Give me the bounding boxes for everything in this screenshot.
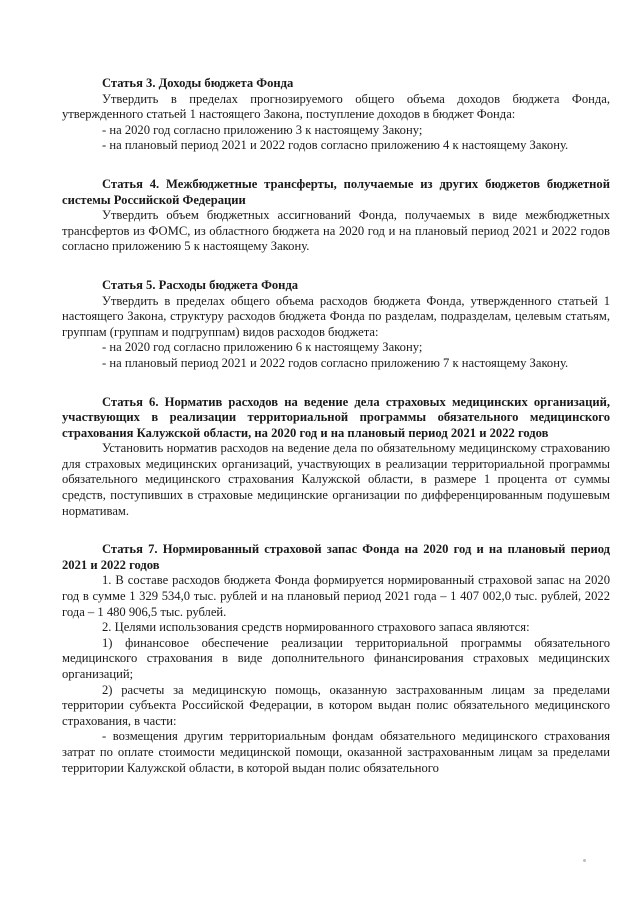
article-5-paragraph-1: Утвердить в пределах общего объема расходов бюджета Фонда, утвержденного статьей 1 настоящего Закона, структуру расходов бюджета Фонда по разделам, подразделам, целевым статьям, группам (группам и подгруппам) видов расходов бюджета:: [62, 293, 610, 339]
article-6: [62, 395, 610, 520]
article-7-paragraph-2: 2. Целями использования средств нормированного страхового запаса являются:: [102, 620, 530, 635]
article-5-heading: Статья 5. Расходы бюджета Фонда: [102, 277, 299, 292]
article-4-paragraph-1: Утвердить объем бюджетных ассигнований Фонда, получаемых в виде межбюджетных трансфертов из ФОМС, из областного бюджета на 2020 год и на плановый период 2021 и 2022 годов согласно приложению 5 к настоящему Закону.: [62, 208, 610, 254]
article-7-paragraph-3: 1) финансовое обеспечение реализации территориальной программы обязательного медицинского страхования в виде дополнительного финансирования страховых медицинских организаций;: [62, 635, 610, 681]
article-3-paragraph-1: Утвердить в пределах прогнозируемого общего объема доходов бюджета Фонда, утвержденного статьей 1 настоящего Закона, поступление доходов в бюджет Фонда:: [62, 91, 610, 122]
article-3-heading: Статья 3. Доходы бюджета Фонда: [102, 76, 294, 90]
article-4-heading: Статья 4. Межбюджетные трансферты, получаемые из других бюджетов бюджетной системы Российской Федерации: [62, 176, 610, 207]
article-7: [62, 542, 610, 776]
article-3-paragraph-3: - на плановый период 2021 и 2022 годов согласно приложению 4 к настоящему Закону.: [102, 138, 569, 153]
article-6-paragraph-1: Установить норматив расходов на ведение дела по обязательному медицинскому страхованию для страховых медицинских организаций, участвующих в реализации территориальной программы обязательного медицинского страхования Калужской области, в размере 1 процента от суммы средств, поступивших в страховые медицинские организации по дифференцированным подушевым нормативам.: [62, 441, 610, 518]
article-3-paragraph-2: - на 2020 год согласно приложению 3 к настоящему Закону;: [102, 122, 423, 137]
article-7-heading: Статья 7. Нормированный страховой запас Фонда на 2020 год и на плановый период 2021 и 2022 годов: [62, 542, 610, 572]
article-6-heading: Статья 6. Норматив расходов на ведение дела страховых медицинских организаций, участвующих в реализации территориальной программы обязательного медицинского страхования Калужской области, на 2020 год и на плановый период 2021 и 2022 годов: [62, 394, 610, 440]
article-5: [62, 278, 610, 372]
article-7-paragraph-5: - возмещения другим территориальным фондам обязательного медицинского страхования затрат по оплате стоимости медицинской помощи, оказанной застрахованным лицам за пределами территории Калужской области, в которой выдан полис обязательного: [62, 729, 610, 775]
article-7-paragraph-4: 2) расчеты за медицинскую помощь, оказанную застрахованным лицам за пределами территории субъекта Российской Федерации, в котором выдан полис обязательного медицинского страхования, в части:: [62, 682, 610, 728]
document-body: [62, 76, 610, 799]
article-5-paragraph-3: - на плановый период 2021 и 2022 годов согласно приложению 7 к настоящему Закону.: [102, 355, 569, 370]
article-3: [62, 76, 610, 154]
article-7-paragraph-1: 1. В составе расходов бюджета Фонда формируется нормированный страховой запас на 2020 год в сумме 1 329 534,0 тыс. рублей и на плановый период 2021 года – 1 407 002,0 тыс. рублей, 2022 года – 1 480 906,5 тыс. рублей.: [62, 573, 610, 619]
scan-artifact-dot: [583, 859, 586, 862]
article-4: [62, 177, 610, 255]
article-5-paragraph-2: - на 2020 год согласно приложению 6 к настоящему Закону;: [102, 340, 423, 355]
